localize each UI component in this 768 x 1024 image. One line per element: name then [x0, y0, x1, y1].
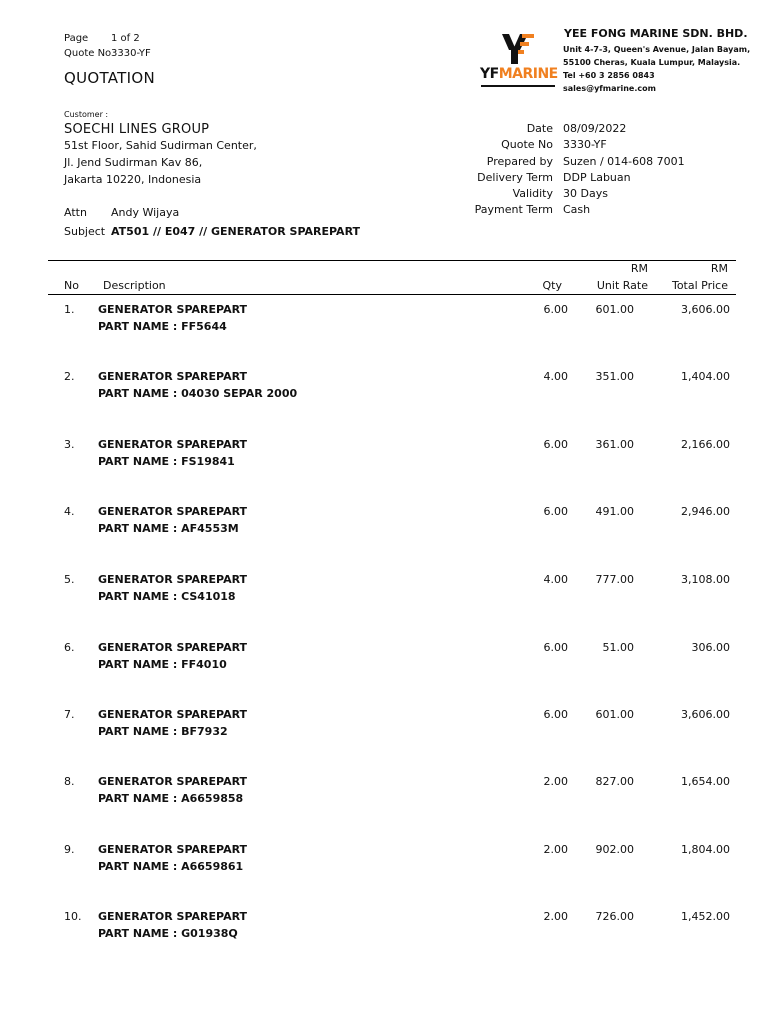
document-title: QUOTATION [64, 69, 156, 87]
row-no: 4. [64, 505, 75, 518]
row-unit-rate: 726.00 [595, 910, 634, 923]
row-part-name: PART NAME : AF4553M [98, 522, 239, 535]
row-unit-rate: 601.00 [595, 303, 634, 316]
table-row [0, 641, 768, 681]
table-row [0, 775, 768, 815]
table-row [0, 910, 768, 950]
attn-value: Andy Wijaya [111, 206, 180, 219]
table-header-rule [48, 294, 736, 295]
row-no: 10. [64, 910, 82, 923]
quote-no-label: Quote No [64, 48, 112, 59]
row-total: 2,166.00 [681, 438, 730, 451]
table-top-rule [48, 260, 736, 261]
row-qty: 6.00 [543, 641, 568, 654]
page-value: 1 of 2 [111, 33, 140, 44]
row-total: 2,946.00 [681, 505, 730, 518]
customer-address-line3: Jakarta 10220, Indonesia [64, 173, 202, 186]
row-no: 5. [64, 573, 75, 586]
row-qty: 2.00 [543, 775, 568, 788]
row-total: 3,108.00 [681, 573, 730, 586]
company-address-line2: 55100 Cheras, Kuala Lumpur, Malaysia. [563, 58, 741, 67]
subject-value: AT501 // E047 // GENERATOR SPAREPART [111, 225, 361, 238]
row-description: GENERATOR SPAREPART [98, 438, 248, 451]
row-total: 3,606.00 [681, 303, 730, 316]
row-no: 3. [64, 438, 75, 451]
row-qty: 6.00 [543, 708, 568, 721]
row-part-name: PART NAME : 04030 SEPAR 2000 [98, 387, 298, 400]
row-unit-rate: 777.00 [595, 573, 634, 586]
row-part-name: PART NAME : G01938Q [98, 927, 238, 940]
row-total: 3,606.00 [681, 708, 730, 721]
row-total: 1,804.00 [681, 843, 730, 856]
total-price-header: Total Price [671, 279, 728, 292]
total-currency-header: RM [710, 262, 728, 275]
customer-name: SOECHI LINES GROUP [64, 122, 210, 137]
unit-rate-header: Unit Rate [596, 279, 648, 292]
row-part-name: PART NAME : BF7932 [98, 725, 228, 738]
row-qty: 2.00 [543, 843, 568, 856]
row-unit-rate: 361.00 [595, 438, 634, 451]
customer-address [64, 137, 257, 188]
row-description: GENERATOR SPAREPART [98, 505, 248, 518]
row-unit-rate: 351.00 [595, 370, 634, 383]
row-qty: 6.00 [543, 438, 568, 451]
row-no: 9. [64, 843, 75, 856]
qty-header: Qty [542, 279, 562, 292]
validity-value: 30 Days [563, 187, 608, 200]
company-address [563, 43, 750, 95]
row-qty: 6.00 [543, 303, 568, 316]
prepared-by-value: Suzen / 014-608 7001 [563, 155, 685, 168]
delivery-term-value: DDP Labuan [563, 171, 631, 184]
customer-address-line1: 51st Floor, Sahid Sudirman Center, [64, 139, 257, 152]
logo-text: YFMARINE [480, 66, 558, 82]
row-total: 1,452.00 [681, 910, 730, 923]
row-description: GENERATOR SPAREPART [98, 843, 248, 856]
row-total: 1,654.00 [681, 775, 730, 788]
row-unit-rate: 491.00 [595, 505, 634, 518]
page-label: Page [64, 33, 89, 44]
row-qty: 4.00 [543, 370, 568, 383]
company-address-line1: Unit 4-7-3, Queen's Avenue, Jalan Bayam, [563, 45, 751, 54]
payment-term-label: Payment Term [474, 203, 553, 216]
customer-label: Customer : [64, 110, 109, 119]
row-no: 7. [64, 708, 75, 721]
logo-underline [481, 85, 555, 87]
company-tel: Tel +60 3 2856 0843 [563, 71, 655, 80]
table-row [0, 843, 768, 883]
row-description: GENERATOR SPAREPART [98, 910, 248, 923]
row-unit-rate: 51.00 [602, 641, 634, 654]
row-part-name: PART NAME : FF4010 [98, 658, 227, 671]
row-description: GENERATOR SPAREPART [98, 708, 248, 721]
row-total: 1,404.00 [681, 370, 730, 383]
table-row [0, 573, 768, 613]
payment-term-value: Cash [563, 203, 591, 216]
row-part-name: PART NAME : A6659861 [98, 860, 244, 873]
date-value: 08/09/2022 [563, 122, 627, 135]
no-header: No [64, 279, 79, 292]
row-unit-rate: 827.00 [595, 775, 634, 788]
subject-label: Subject [64, 225, 106, 238]
row-description: GENERATOR SPAREPART [98, 573, 248, 586]
delivery-term-label: Delivery Term [477, 171, 553, 184]
row-part-name: PART NAME : CS41018 [98, 590, 236, 603]
row-qty: 6.00 [543, 505, 568, 518]
row-part-name: PART NAME : FS19841 [98, 455, 235, 468]
row-qty: 2.00 [543, 910, 568, 923]
yf-logo-icon [478, 30, 558, 92]
table-row [0, 708, 768, 748]
row-part-name: PART NAME : A6659858 [98, 792, 244, 805]
row-description: GENERATOR SPAREPART [98, 641, 248, 654]
row-description: GENERATOR SPAREPART [98, 775, 248, 788]
description-header: Description [103, 279, 166, 292]
details-quote-label: Quote No [501, 138, 553, 151]
table-row [0, 438, 768, 478]
company-name: YEE FONG MARINE SDN. BHD. [564, 27, 748, 40]
quote-no-value: 3330-YF [111, 48, 151, 59]
table-row [0, 303, 768, 343]
validity-label: Validity [512, 187, 553, 200]
row-unit-rate: 601.00 [595, 708, 634, 721]
row-unit-rate: 902.00 [595, 843, 634, 856]
details-quote-value: 3330-YF [563, 138, 607, 151]
row-no: 1. [64, 303, 75, 316]
company-logo [478, 30, 558, 92]
row-part-name: PART NAME : FF5644 [98, 320, 227, 333]
table-row [0, 370, 768, 410]
row-no: 8. [64, 775, 75, 788]
table-row [0, 505, 768, 545]
row-description: GENERATOR SPAREPART [98, 370, 248, 383]
date-label: Date [526, 122, 553, 135]
row-description: GENERATOR SPAREPART [98, 303, 248, 316]
row-no: 6. [64, 641, 75, 654]
row-no: 2. [64, 370, 75, 383]
customer-address-line2: Jl. Jend Sudirman Kav 86, [64, 156, 203, 169]
row-total: 306.00 [691, 641, 730, 654]
prepared-by-label: Prepared by [486, 155, 553, 168]
row-qty: 4.00 [543, 573, 568, 586]
rate-currency-header: RM [630, 262, 648, 275]
attn-label: Attn [64, 206, 87, 219]
company-email: sales@yfmarine.com [563, 84, 656, 93]
